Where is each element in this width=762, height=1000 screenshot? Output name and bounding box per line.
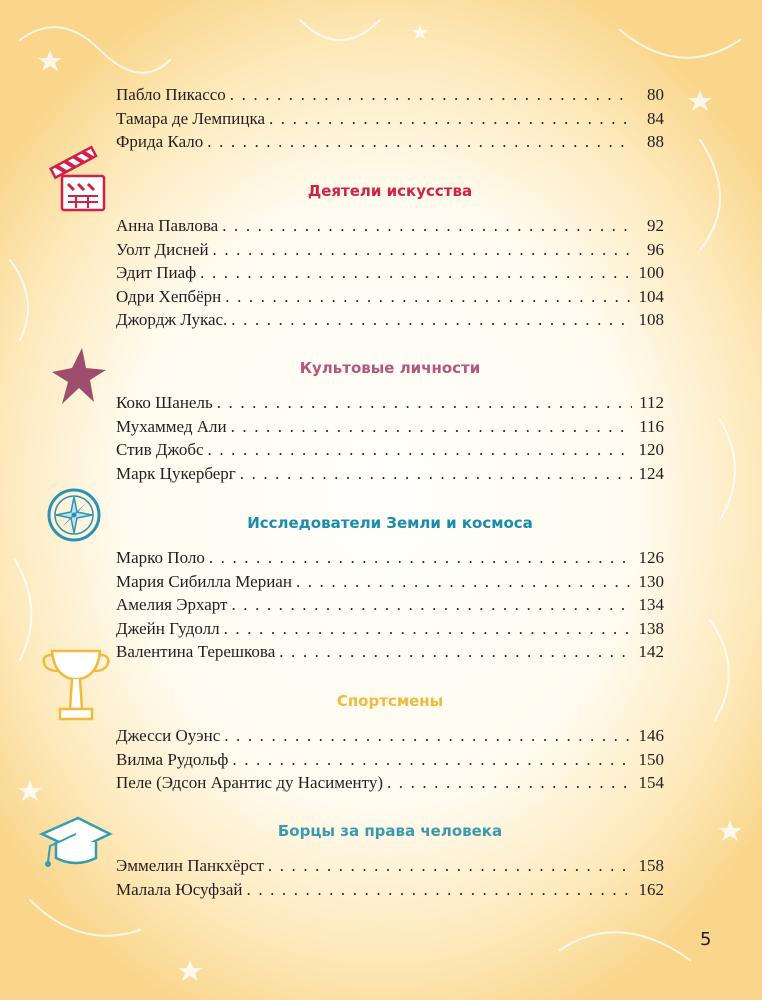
- section-sport: [116, 690, 664, 795]
- entry-name: Одри Хепбёрн: [116, 286, 222, 306]
- entry-name: Эммелин Панкхёрст: [116, 856, 264, 875]
- dot-leader: [200, 261, 632, 285]
- entry-page: 112: [639, 393, 664, 412]
- entry-name: Тамара де Лемпицка: [116, 108, 265, 128]
- trophy-icon: [40, 643, 112, 725]
- entry-page: 146: [638, 726, 664, 745]
- entry-name: Марк Цукерберг: [116, 463, 236, 483]
- section-heading: Исследователи Земли и космоса: [247, 514, 533, 532]
- entry-name: Марко Поло: [116, 548, 205, 567]
- entry-name: Пабло Пикассо: [116, 85, 226, 104]
- dot-leader: [279, 640, 632, 664]
- entry-page: 88: [647, 132, 664, 151]
- entry-page: 100: [638, 263, 664, 282]
- entry-page: 116: [639, 416, 664, 436]
- toc-entry[interactable]: [116, 238, 664, 262]
- entry-page: 104: [638, 286, 664, 306]
- toc-entry[interactable]: [116, 878, 664, 902]
- toc-entry[interactable]: [116, 854, 664, 878]
- entry-page: 84: [647, 108, 664, 128]
- entry-page: 158: [638, 856, 664, 875]
- dot-leader: [269, 107, 632, 131]
- dot-leader: [231, 593, 632, 617]
- entry-page: 92: [647, 216, 664, 235]
- entry-page: 108: [638, 310, 664, 329]
- entry-page: 154: [638, 773, 664, 792]
- section-art: [116, 180, 664, 332]
- graduation-cap-icon: [38, 812, 114, 874]
- dot-leader: [232, 748, 632, 772]
- entry-page: 130: [638, 571, 664, 591]
- entry-name: Амелия Эрхарт: [116, 595, 228, 614]
- entry-name: Фрида Кало: [116, 132, 204, 151]
- toc-entry[interactable]: [116, 771, 664, 795]
- entry-name: Малала Юсуфзай: [116, 879, 243, 899]
- entry-page: 134: [638, 595, 664, 614]
- dot-leader: [224, 617, 632, 641]
- toc-entry[interactable]: [116, 546, 664, 570]
- dot-leader: [225, 285, 632, 309]
- entry-name: Эдит Пиаф: [116, 263, 197, 282]
- toc-entry[interactable]: [116, 462, 664, 486]
- compass-icon: [46, 487, 102, 543]
- section-cult: [116, 357, 664, 485]
- toc-entry[interactable]: [116, 748, 664, 772]
- entry-page: 80: [647, 85, 664, 104]
- toc-entry[interactable]: [116, 640, 664, 664]
- entry-name: Вилма Рудольф: [116, 749, 229, 769]
- star-icon: [50, 346, 108, 408]
- section-heading: Борцы за права человека: [277, 822, 503, 840]
- page-number: 5: [700, 929, 712, 950]
- toc-entry[interactable]: [116, 415, 664, 439]
- toc-entry[interactable]: [116, 438, 664, 462]
- entry-page: 162: [638, 879, 664, 899]
- dot-leader: [268, 854, 632, 878]
- dot-leader: [387, 771, 632, 795]
- dot-leader: [217, 391, 632, 415]
- entry-name: Мария Сибилла Мериан: [116, 571, 292, 591]
- entry-name: Джордж Лукас.: [116, 310, 228, 329]
- entry-page: 96: [647, 239, 664, 259]
- entry-name: Уолт Дисней: [116, 239, 209, 259]
- entry-page: 142: [638, 642, 664, 661]
- section-explorers: [116, 512, 664, 664]
- entry-name: Коко Шанель: [116, 393, 213, 412]
- clapperboard-icon: [44, 140, 110, 216]
- section-rights: [116, 820, 664, 901]
- toc-entry[interactable]: [116, 83, 664, 107]
- dot-leader: [230, 83, 632, 107]
- entry-page: 120: [638, 440, 664, 459]
- entry-name: Мухаммед Али: [116, 416, 227, 436]
- section-heading: Культовые личности: [299, 359, 481, 377]
- dot-leader: [296, 570, 632, 594]
- dot-leader: [222, 214, 632, 238]
- toc-entry[interactable]: [116, 724, 664, 748]
- dot-leader: [209, 546, 632, 570]
- dot-leader: [247, 878, 632, 902]
- section-heading: Спортсмены: [336, 692, 444, 710]
- entry-page: 124: [638, 463, 664, 483]
- dot-leader: [213, 238, 632, 262]
- dot-leader: [240, 462, 632, 486]
- entry-name: Пеле (Эдсон Арантис ду Насименту): [116, 773, 383, 792]
- toc-entry[interactable]: [116, 130, 664, 154]
- toc-entry[interactable]: [116, 261, 664, 285]
- entry-page: 126: [638, 548, 664, 567]
- toc-entry[interactable]: [116, 285, 664, 309]
- dot-leader: [224, 724, 632, 748]
- toc-top-entries: [116, 83, 664, 154]
- entry-name: Джесси Оуэнс: [116, 726, 221, 745]
- dot-leader: [231, 415, 632, 439]
- entry-page: 150: [638, 749, 664, 769]
- entry-name: Стив Джобс: [116, 440, 204, 459]
- toc-entry[interactable]: [116, 107, 664, 131]
- entry-name: Валентина Терешкова: [116, 642, 276, 661]
- dot-leader: [231, 308, 632, 332]
- dot-leader: [208, 438, 632, 462]
- section-heading: Деятели искусства: [307, 182, 473, 200]
- entry-name: Джейн Гудолл: [116, 618, 220, 638]
- toc-entry[interactable]: [116, 391, 664, 415]
- entry-name: Анна Павлова: [116, 216, 219, 235]
- toc-entry[interactable]: [116, 617, 664, 641]
- dot-leader: [207, 130, 632, 154]
- toc-entry[interactable]: [116, 570, 664, 594]
- entry-page: 138: [638, 618, 664, 638]
- toc-entry[interactable]: [116, 308, 664, 332]
- toc-entry[interactable]: [116, 593, 664, 617]
- toc-entry[interactable]: [116, 214, 664, 238]
